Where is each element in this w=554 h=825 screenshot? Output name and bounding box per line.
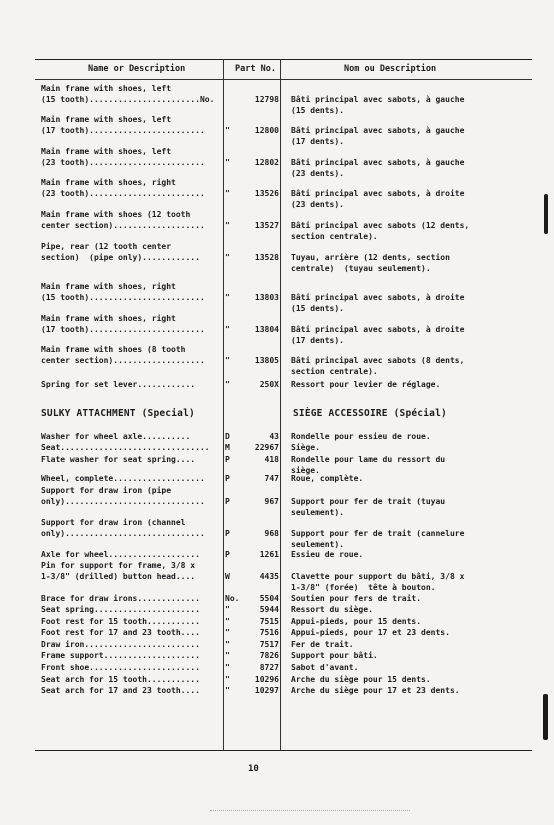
description-french-line: seulement).	[291, 539, 344, 549]
description-english-line: Frame support....................	[41, 651, 200, 660]
description-english	[41, 628, 223, 639]
description-english-line: Main frame with shoes, left	[41, 147, 172, 156]
description-french-line: Arche du siège pour 15 dents.	[291, 675, 431, 684]
description-english-line: Wheel, complete...................	[41, 474, 205, 483]
description-french	[291, 474, 527, 485]
description-english-line: Main frame with shoes, right	[41, 314, 176, 323]
part-prefix: D	[225, 432, 230, 441]
part-number: 12802	[254, 157, 279, 167]
part-number: 10296	[254, 675, 279, 684]
description-french	[291, 651, 527, 662]
part-prefix: M	[225, 443, 230, 452]
description-english-line: center section)...................	[41, 220, 205, 230]
description-french	[291, 380, 527, 391]
description-french-line: Rondelle pour lame du ressort du	[291, 455, 446, 464]
description-french-line: Roue, complète.	[291, 474, 364, 483]
description-french	[291, 550, 527, 561]
part-prefix: "	[225, 380, 230, 389]
part-number: 13528	[254, 252, 279, 262]
description-french	[291, 325, 527, 347]
description-french-line: (17 dents).	[291, 335, 344, 345]
description-english-line: (23 tooth)........................	[41, 188, 205, 198]
description-french-line: (23 dents).	[291, 199, 344, 209]
description-french-line: Arche du siège pour 17 et 23 dents.	[291, 686, 460, 695]
description-french-line: seulement).	[291, 507, 344, 517]
description-french	[291, 221, 527, 243]
description-french	[291, 443, 527, 454]
part-number: 43	[269, 432, 279, 441]
part-prefix: "	[225, 651, 230, 660]
description-french-line: Essieu de roue.	[291, 550, 364, 559]
part-prefix: "	[225, 355, 230, 365]
description-english	[41, 550, 223, 561]
part-prefix: "	[225, 640, 230, 649]
part-number: 13526	[254, 188, 279, 198]
description-english-line: Main frame with shoes, right	[41, 282, 176, 291]
description-english-line: Draw iron........................	[41, 640, 200, 649]
part-prefix: "	[225, 686, 230, 695]
description-english-line: Support for draw iron (pipe	[41, 486, 172, 495]
page-number: 10	[248, 764, 259, 774]
description-french-line: Bâti principal avec sabots, à gauche	[291, 94, 465, 104]
part-prefix: "	[225, 605, 230, 614]
description-french-line: Soutien pour fers de trait.	[291, 594, 422, 603]
part-number: 13805	[254, 355, 279, 365]
description-english	[41, 147, 223, 169]
part-number: 4435	[259, 571, 279, 581]
header-rule	[35, 79, 532, 80]
description-english	[41, 115, 223, 137]
description-english-line: only).............................	[41, 528, 205, 538]
description-french-line: Appui-pieds, pour 15 dents.	[291, 617, 422, 626]
description-english	[41, 474, 223, 485]
part-number: 7517	[259, 640, 279, 649]
section-heading-english: SULKY ATTACHMENT (Special)	[41, 408, 195, 419]
description-english-line: (15 tooth)........................	[41, 292, 205, 302]
description-english-line: Brace for draw irons.............	[41, 594, 200, 603]
description-french-line: Ressort du siège.	[291, 605, 373, 614]
description-french-line: Ressort pour levier de réglage.	[291, 380, 441, 389]
description-english-line: Main frame with shoes, right	[41, 178, 176, 187]
description-french-line: Support pour fer de trait (tuyau	[291, 496, 446, 506]
description-french-line: (23 dents).	[291, 168, 344, 178]
description-french	[291, 497, 527, 519]
description-english	[41, 651, 223, 662]
description-english-line: Foot rest for 17 and 23 tooth....	[41, 628, 200, 637]
part-number: 5504	[259, 594, 279, 603]
description-english-line: Main frame with shoes (12 tooth	[41, 210, 191, 219]
description-french-line: Siège.	[291, 443, 320, 452]
part-prefix: P	[225, 496, 230, 506]
description-english-line: Spring for set lever............	[41, 380, 196, 389]
description-french	[291, 529, 527, 551]
description-english	[41, 663, 223, 674]
description-english	[41, 617, 223, 628]
description-english-line: Seat arch for 15 tooth...........	[41, 675, 200, 684]
description-french-line: Bâti principal avec sabots, à gauche	[291, 157, 465, 167]
description-french	[291, 572, 527, 594]
description-english-line: section) (pipe only)............	[41, 252, 200, 262]
description-english	[41, 282, 223, 304]
description-french-line: Bâti principal avec sabots (8 dents,	[291, 355, 465, 365]
description-french	[291, 189, 527, 211]
part-prefix: "	[225, 188, 230, 198]
description-english-line: Main frame with shoes (8 tooth	[41, 345, 186, 354]
description-english	[41, 345, 223, 367]
description-french	[291, 158, 527, 180]
description-english-line: Seat spring......................	[41, 605, 200, 614]
part-number: 13804	[254, 324, 279, 334]
part-prefix: P	[225, 550, 230, 559]
column-header-name: Name or Description	[88, 64, 186, 74]
description-french	[291, 628, 527, 639]
column-header-nom: Nom ou Description	[344, 64, 437, 74]
description-french-line: centrale) (tuyau seulement).	[291, 263, 431, 273]
part-number: 13803	[254, 292, 279, 302]
part-number: 10297	[254, 686, 279, 695]
part-number: 967	[264, 496, 279, 506]
description-french-line: section centrale).	[291, 231, 378, 241]
description-french-line: 1-3/8" (forée) tête à bouton.	[291, 582, 436, 592]
part-number: 8727	[259, 663, 279, 672]
description-english-line: Foot rest for 15 tooth...........	[41, 617, 200, 626]
section-heading-french: SIÈGE ACCESSOIRE (Spécial)	[293, 408, 447, 419]
part-prefix: "	[225, 617, 230, 626]
part-number: 12800	[254, 125, 279, 135]
top-rule	[35, 59, 532, 60]
scan-margin-dots	[210, 810, 410, 811]
part-prefix: "	[225, 675, 230, 684]
part-number: 418	[264, 455, 279, 464]
description-french-line: (15 dents).	[291, 105, 344, 115]
description-french-line: Support pour fer de trait (cannelure	[291, 528, 465, 538]
description-french-line: Tuyau, arrière (12 dents, section	[291, 252, 450, 262]
part-prefix: "	[225, 324, 230, 334]
description-french-line: (15 dents).	[291, 303, 344, 313]
description-french-line: Fer de trait.	[291, 640, 354, 649]
part-prefix: "	[225, 220, 230, 230]
description-french	[291, 594, 527, 605]
part-prefix: "	[225, 125, 230, 135]
part-prefix: "	[225, 292, 230, 302]
part-number: 7515	[259, 617, 279, 626]
description-english	[41, 605, 223, 616]
part-prefix: P	[225, 474, 230, 483]
part-number: 5944	[259, 605, 279, 614]
part-number: 747	[264, 474, 279, 483]
description-english-line: center section)...................	[41, 355, 205, 365]
description-english-line: (17 tooth)........................	[41, 324, 205, 334]
part-prefix: P	[225, 455, 230, 464]
description-english	[41, 84, 223, 106]
description-english-line: (15 tooth).......................No.	[41, 94, 215, 104]
part-number: 7516	[259, 628, 279, 637]
description-english	[41, 210, 223, 232]
description-english-line: Main frame with shoes, left	[41, 84, 172, 93]
description-french	[291, 253, 527, 275]
description-english	[41, 178, 223, 200]
description-french-line: siège.	[291, 465, 320, 475]
part-number: 7826	[259, 651, 279, 660]
description-english-line: Axle for wheel...................	[41, 550, 200, 559]
scan-edge-mark	[544, 194, 548, 234]
description-english-line: (17 tooth)........................	[41, 125, 205, 135]
description-english-line: Front shoe.......................	[41, 663, 200, 672]
description-english	[41, 518, 223, 540]
description-english-line: only).............................	[41, 496, 205, 506]
description-english	[41, 594, 223, 605]
description-french	[291, 640, 527, 651]
description-french	[291, 356, 527, 378]
description-english-line: Seat arch for 17 and 23 tooth....	[41, 686, 200, 695]
description-english-line: Seat...............................	[41, 443, 210, 452]
part-prefix: "	[225, 628, 230, 637]
part-number: 13527	[254, 220, 279, 230]
description-english	[41, 432, 223, 443]
description-english-line: Pin for support for frame, 3/8 x	[41, 561, 196, 570]
description-english	[41, 686, 223, 697]
part-prefix: W	[225, 571, 230, 581]
column-header-part: Part No.	[235, 64, 276, 74]
part-prefix: No.	[225, 594, 240, 603]
column-divider-right	[280, 59, 281, 750]
description-french	[291, 686, 527, 697]
description-french	[291, 617, 527, 628]
part-prefix: "	[225, 252, 230, 262]
description-english-line: Flate washer for seat spring....	[41, 455, 196, 464]
part-number: 22967	[254, 443, 279, 452]
description-english	[41, 455, 223, 466]
description-english-line: (23 tooth)........................	[41, 157, 205, 167]
description-french-line: (17 dents).	[291, 136, 344, 146]
description-english-line: 1-3/8" (drilled) button head....	[41, 571, 196, 581]
description-english-line: Washer for wheel axle..........	[41, 432, 191, 441]
description-french	[291, 432, 527, 443]
part-prefix: P	[225, 528, 230, 538]
description-french-line: Rondelle pour essieu de roue.	[291, 432, 431, 441]
description-english	[41, 443, 223, 454]
column-divider-left	[223, 59, 224, 750]
description-french-line: Bâti principal avec sabots, à droite	[291, 188, 465, 198]
description-french-line: Sabot d'avant.	[291, 663, 359, 672]
description-french-line: Clavette pour support du bâti, 3/8 x	[291, 571, 465, 581]
description-english	[41, 486, 223, 508]
description-french-line: section centrale).	[291, 366, 378, 376]
description-french	[291, 663, 527, 674]
description-english-line: Support for draw iron (channel	[41, 518, 186, 527]
description-french-line: Bâti principal avec sabots, à gauche	[291, 125, 465, 135]
description-english	[41, 380, 223, 391]
description-english	[41, 561, 223, 583]
part-prefix: "	[225, 157, 230, 167]
description-french	[291, 293, 527, 315]
description-french	[291, 675, 527, 686]
part-prefix: "	[225, 663, 230, 672]
description-english	[41, 640, 223, 651]
scan-edge-mark	[543, 694, 548, 740]
description-french-line: Bâti principal avec sabots (12 dents,	[291, 220, 470, 230]
description-french	[291, 95, 527, 117]
description-english-line: Main frame with shoes, left	[41, 115, 172, 124]
description-french	[291, 605, 527, 616]
description-french-line: Support pour bâti.	[291, 651, 378, 660]
description-french-line: Bâti principal avec sabots, à droite	[291, 324, 465, 334]
part-number: 1261	[259, 550, 279, 559]
description-french-line: Bâti principal avec sabots, à droite	[291, 292, 465, 302]
part-number: 250X	[259, 380, 279, 389]
bottom-rule	[35, 750, 532, 751]
description-english	[41, 242, 223, 264]
part-number: 968	[264, 528, 279, 538]
description-english	[41, 314, 223, 336]
description-french	[291, 126, 527, 148]
description-english	[41, 675, 223, 686]
description-french-line: Appui-pieds, pour 17 et 23 dents.	[291, 628, 450, 637]
description-english-line: Pipe, rear (12 tooth center	[41, 242, 172, 251]
part-number: 12798	[254, 94, 279, 104]
